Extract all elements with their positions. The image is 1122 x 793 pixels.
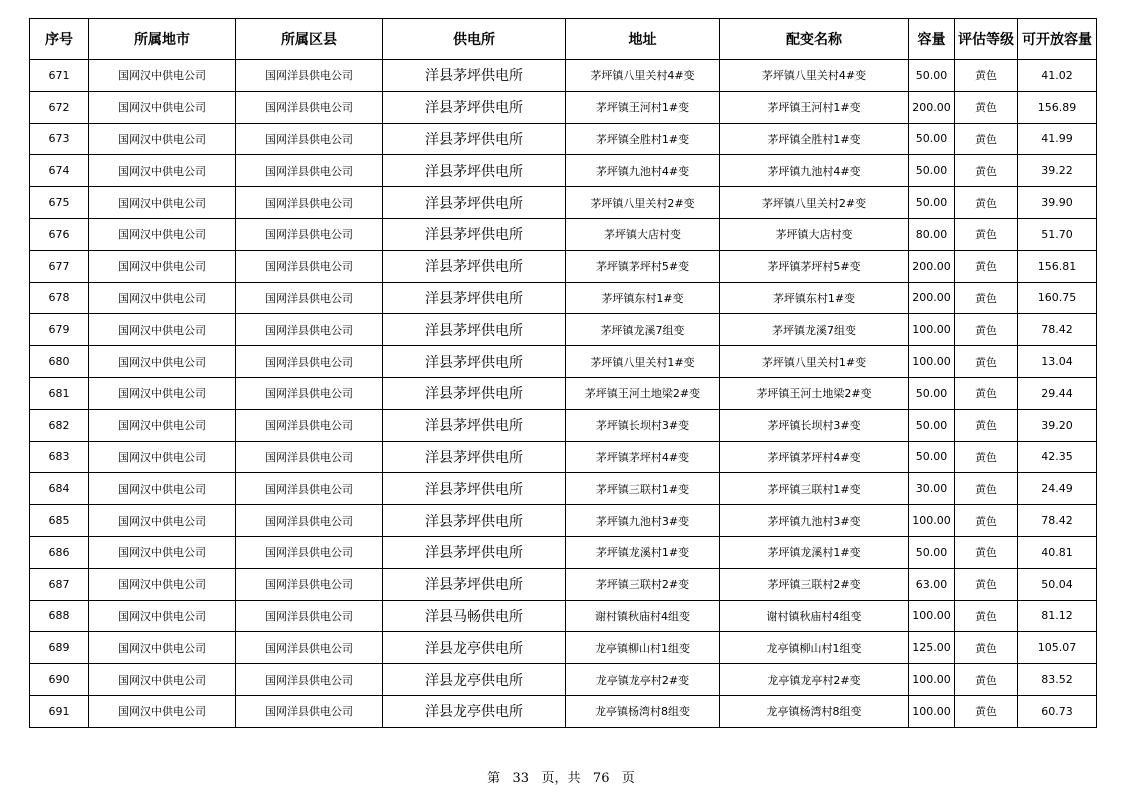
cell-address: 茅坪镇九池村4#变 [566, 155, 720, 187]
cell-county: 国网洋县供电公司 [236, 91, 383, 123]
cell-city: 国网汉中供电公司 [89, 536, 236, 568]
cell-city: 国网汉中供电公司 [89, 250, 236, 282]
cell-city: 国网汉中供电公司 [89, 282, 236, 314]
cell-city: 国网汉中供电公司 [89, 155, 236, 187]
cell-city: 国网汉中供电公司 [89, 346, 236, 378]
cell-address: 茅坪镇龙溪7组变 [566, 314, 720, 346]
cell-open-capacity: 41.99 [1018, 123, 1097, 155]
cell-capacity: 80.00 [909, 218, 955, 250]
cell-county: 国网洋县供电公司 [236, 441, 383, 473]
cell-city: 国网汉中供电公司 [89, 568, 236, 600]
cell-rating: 黄色 [955, 600, 1018, 632]
cell-open-capacity: 50.04 [1018, 568, 1097, 600]
cell-station: 洋县茅坪供电所 [383, 60, 566, 92]
header-station: 供电所 [383, 19, 566, 60]
cell-capacity: 100.00 [909, 600, 955, 632]
cell-rating: 黄色 [955, 60, 1018, 92]
cell-station: 洋县龙亭供电所 [383, 695, 566, 727]
cell-transformer-name: 茅坪镇九池村4#变 [720, 155, 909, 187]
cell-open-capacity: 83.52 [1018, 664, 1097, 696]
cell-address: 谢村镇秋庙村4组变 [566, 600, 720, 632]
cell-address: 茅坪镇三联村2#变 [566, 568, 720, 600]
footer-suffix: 页 [621, 771, 635, 786]
footer-middle: 页，共 [541, 771, 581, 786]
cell-open-capacity: 156.89 [1018, 91, 1097, 123]
cell-county: 国网洋县供电公司 [236, 123, 383, 155]
cell-rating: 黄色 [955, 187, 1018, 219]
cell-county: 国网洋县供电公司 [236, 282, 383, 314]
cell-seq: 676 [30, 218, 89, 250]
cell-open-capacity: 156.81 [1018, 250, 1097, 282]
cell-seq: 687 [30, 568, 89, 600]
cell-station: 洋县茅坪供电所 [383, 536, 566, 568]
cell-transformer-name: 茅坪镇东村1#变 [720, 282, 909, 314]
cell-county: 国网洋县供电公司 [236, 377, 383, 409]
cell-transformer-name: 龙亭镇柳山村1组变 [720, 632, 909, 664]
cell-seq: 691 [30, 695, 89, 727]
cell-transformer-name: 茅坪镇三联村2#变 [720, 568, 909, 600]
cell-county: 国网洋县供电公司 [236, 409, 383, 441]
cell-capacity: 50.00 [909, 377, 955, 409]
cell-city: 国网汉中供电公司 [89, 187, 236, 219]
cell-address: 茅坪镇九池村3#变 [566, 505, 720, 537]
cell-seq: 688 [30, 600, 89, 632]
cell-address: 茅坪镇东村1#变 [566, 282, 720, 314]
cell-rating: 黄色 [955, 346, 1018, 378]
cell-rating: 黄色 [955, 568, 1018, 600]
cell-county: 国网洋县供电公司 [236, 314, 383, 346]
cell-county: 国网洋县供电公司 [236, 568, 383, 600]
cell-seq: 677 [30, 250, 89, 282]
cell-transformer-name: 茅坪镇王河村1#变 [720, 91, 909, 123]
cell-county: 国网洋县供电公司 [236, 218, 383, 250]
header-seq: 序号 [30, 19, 89, 60]
cell-station: 洋县茅坪供电所 [383, 314, 566, 346]
footer-prefix: 第 [487, 771, 501, 786]
cell-open-capacity: 78.42 [1018, 505, 1097, 537]
table-row [30, 155, 1097, 187]
cell-capacity: 30.00 [909, 473, 955, 505]
cell-seq: 673 [30, 123, 89, 155]
header-transformer-name: 配变名称 [720, 19, 909, 60]
cell-station: 洋县茅坪供电所 [383, 568, 566, 600]
table-row [30, 695, 1097, 727]
cell-transformer-name: 茅坪镇全胜村1#变 [720, 123, 909, 155]
cell-address: 龙亭镇杨湾村8组变 [566, 695, 720, 727]
table-row [30, 473, 1097, 505]
header-address: 地址 [566, 19, 720, 60]
cell-transformer-name: 茅坪镇龙溪村1#变 [720, 536, 909, 568]
cell-rating: 黄色 [955, 473, 1018, 505]
cell-open-capacity: 24.49 [1018, 473, 1097, 505]
cell-county: 国网洋县供电公司 [236, 60, 383, 92]
cell-rating: 黄色 [955, 123, 1018, 155]
cell-rating: 黄色 [955, 409, 1018, 441]
cell-county: 国网洋县供电公司 [236, 473, 383, 505]
cell-station: 洋县茅坪供电所 [383, 123, 566, 155]
cell-capacity: 100.00 [909, 695, 955, 727]
header-county: 所属区县 [236, 19, 383, 60]
cell-address: 茅坪镇茅坪村4#变 [566, 441, 720, 473]
cell-address: 茅坪镇王河村1#变 [566, 91, 720, 123]
table-row [30, 60, 1097, 92]
header-open-capacity: 可开放容量 [1018, 19, 1097, 60]
cell-capacity: 50.00 [909, 155, 955, 187]
table-row [30, 600, 1097, 632]
cell-city: 国网汉中供电公司 [89, 60, 236, 92]
cell-capacity: 200.00 [909, 250, 955, 282]
cell-open-capacity: 41.02 [1018, 60, 1097, 92]
cell-county: 国网洋县供电公司 [236, 536, 383, 568]
table-row [30, 91, 1097, 123]
cell-capacity: 63.00 [909, 568, 955, 600]
cell-city: 国网汉中供电公司 [89, 632, 236, 664]
cell-seq: 674 [30, 155, 89, 187]
cell-station: 洋县茅坪供电所 [383, 377, 566, 409]
header-city: 所属地市 [89, 19, 236, 60]
cell-county: 国网洋县供电公司 [236, 695, 383, 727]
cell-seq: 671 [30, 60, 89, 92]
table-row [30, 123, 1097, 155]
cell-city: 国网汉中供电公司 [89, 218, 236, 250]
cell-city: 国网汉中供电公司 [89, 664, 236, 696]
cell-capacity: 125.00 [909, 632, 955, 664]
cell-transformer-name: 茅坪镇大店村变 [720, 218, 909, 250]
cell-transformer-name: 茅坪镇长坝村3#变 [720, 409, 909, 441]
cell-rating: 黄色 [955, 155, 1018, 187]
cell-address: 茅坪镇八里关村1#变 [566, 346, 720, 378]
cell-seq: 678 [30, 282, 89, 314]
cell-capacity: 200.00 [909, 282, 955, 314]
cell-station: 洋县茅坪供电所 [383, 409, 566, 441]
cell-capacity: 50.00 [909, 409, 955, 441]
table-row [30, 377, 1097, 409]
cell-station: 洋县茅坪供电所 [383, 346, 566, 378]
cell-address: 茅坪镇王河土地梁2#变 [566, 377, 720, 409]
cell-city: 国网汉中供电公司 [89, 441, 236, 473]
cell-capacity: 50.00 [909, 60, 955, 92]
cell-open-capacity: 39.22 [1018, 155, 1097, 187]
cell-city: 国网汉中供电公司 [89, 600, 236, 632]
cell-transformer-name: 茅坪镇茅坪村5#变 [720, 250, 909, 282]
cell-county: 国网洋县供电公司 [236, 664, 383, 696]
cell-address: 茅坪镇八里关村4#变 [566, 60, 720, 92]
cell-station: 洋县龙亭供电所 [383, 632, 566, 664]
cell-transformer-name: 茅坪镇八里关村1#变 [720, 346, 909, 378]
cell-transformer-name: 谢村镇秋庙村4组变 [720, 600, 909, 632]
cell-transformer-name: 茅坪镇八里关村2#变 [720, 187, 909, 219]
cell-capacity: 100.00 [909, 664, 955, 696]
cell-county: 国网洋县供电公司 [236, 600, 383, 632]
table-row [30, 314, 1097, 346]
cell-capacity: 50.00 [909, 441, 955, 473]
cell-county: 国网洋县供电公司 [236, 632, 383, 664]
cell-transformer-name: 茅坪镇九池村3#变 [720, 505, 909, 537]
cell-open-capacity: 40.81 [1018, 536, 1097, 568]
cell-city: 国网汉中供电公司 [89, 314, 236, 346]
footer-current-page: 33 [512, 771, 530, 786]
cell-address: 茅坪镇八里关村2#变 [566, 187, 720, 219]
footer-total-pages: 76 [592, 771, 610, 786]
cell-city: 国网汉中供电公司 [89, 505, 236, 537]
cell-city: 国网汉中供电公司 [89, 409, 236, 441]
cell-station: 洋县马畅供电所 [383, 600, 566, 632]
cell-station: 洋县茅坪供电所 [383, 282, 566, 314]
cell-rating: 黄色 [955, 441, 1018, 473]
cell-station: 洋县茅坪供电所 [383, 441, 566, 473]
cell-open-capacity: 39.20 [1018, 409, 1097, 441]
cell-transformer-name: 茅坪镇王河土地梁2#变 [720, 377, 909, 409]
cell-rating: 黄色 [955, 695, 1018, 727]
cell-rating: 黄色 [955, 664, 1018, 696]
cell-open-capacity: 78.42 [1018, 314, 1097, 346]
table-row [30, 187, 1097, 219]
table-row [30, 441, 1097, 473]
header-rating: 评估等级 [955, 19, 1018, 60]
header-capacity: 容量 [909, 19, 955, 60]
page-footer [0, 767, 1122, 786]
cell-station: 洋县茅坪供电所 [383, 250, 566, 282]
table-body [30, 60, 1097, 728]
cell-rating: 黄色 [955, 536, 1018, 568]
cell-capacity: 50.00 [909, 123, 955, 155]
cell-open-capacity: 13.04 [1018, 346, 1097, 378]
cell-capacity: 50.00 [909, 187, 955, 219]
table-header-row [30, 19, 1097, 60]
table-row [30, 250, 1097, 282]
cell-seq: 690 [30, 664, 89, 696]
cell-address: 茅坪镇三联村1#变 [566, 473, 720, 505]
cell-open-capacity: 105.07 [1018, 632, 1097, 664]
cell-address: 茅坪镇龙溪村1#变 [566, 536, 720, 568]
cell-seq: 679 [30, 314, 89, 346]
cell-address: 茅坪镇大店村变 [566, 218, 720, 250]
cell-county: 国网洋县供电公司 [236, 155, 383, 187]
capacity-table [29, 18, 1097, 728]
cell-county: 国网洋县供电公司 [236, 346, 383, 378]
cell-station: 洋县龙亭供电所 [383, 664, 566, 696]
cell-open-capacity: 160.75 [1018, 282, 1097, 314]
cell-seq: 685 [30, 505, 89, 537]
cell-transformer-name: 茅坪镇八里关村4#变 [720, 60, 909, 92]
cell-transformer-name: 茅坪镇龙溪7组变 [720, 314, 909, 346]
table-row [30, 536, 1097, 568]
cell-rating: 黄色 [955, 218, 1018, 250]
table-row [30, 505, 1097, 537]
cell-transformer-name: 龙亭镇龙亭村2#变 [720, 664, 909, 696]
cell-seq: 682 [30, 409, 89, 441]
cell-county: 国网洋县供电公司 [236, 187, 383, 219]
cell-open-capacity: 42.35 [1018, 441, 1097, 473]
table-row [30, 282, 1097, 314]
cell-rating: 黄色 [955, 505, 1018, 537]
cell-station: 洋县茅坪供电所 [383, 473, 566, 505]
cell-seq: 672 [30, 91, 89, 123]
cell-address: 茅坪镇茅坪村5#变 [566, 250, 720, 282]
cell-capacity: 100.00 [909, 314, 955, 346]
cell-county: 国网洋县供电公司 [236, 505, 383, 537]
cell-address: 龙亭镇柳山村1组变 [566, 632, 720, 664]
cell-rating: 黄色 [955, 314, 1018, 346]
cell-city: 国网汉中供电公司 [89, 91, 236, 123]
cell-seq: 684 [30, 473, 89, 505]
cell-capacity: 200.00 [909, 91, 955, 123]
cell-seq: 680 [30, 346, 89, 378]
cell-seq: 689 [30, 632, 89, 664]
table-row [30, 568, 1097, 600]
cell-transformer-name: 龙亭镇杨湾村8组变 [720, 695, 909, 727]
table-row [30, 218, 1097, 250]
cell-open-capacity: 81.12 [1018, 600, 1097, 632]
cell-city: 国网汉中供电公司 [89, 695, 236, 727]
cell-city: 国网汉中供电公司 [89, 123, 236, 155]
cell-transformer-name: 茅坪镇茅坪村4#变 [720, 441, 909, 473]
cell-open-capacity: 51.70 [1018, 218, 1097, 250]
cell-station: 洋县茅坪供电所 [383, 218, 566, 250]
cell-seq: 675 [30, 187, 89, 219]
table-row [30, 409, 1097, 441]
cell-station: 洋县茅坪供电所 [383, 155, 566, 187]
cell-address: 茅坪镇全胜村1#变 [566, 123, 720, 155]
cell-rating: 黄色 [955, 91, 1018, 123]
cell-open-capacity: 29.44 [1018, 377, 1097, 409]
cell-rating: 黄色 [955, 632, 1018, 664]
cell-city: 国网汉中供电公司 [89, 377, 236, 409]
cell-county: 国网洋县供电公司 [236, 250, 383, 282]
table-row [30, 664, 1097, 696]
table-row [30, 632, 1097, 664]
cell-open-capacity: 39.90 [1018, 187, 1097, 219]
cell-seq: 686 [30, 536, 89, 568]
cell-open-capacity: 60.73 [1018, 695, 1097, 727]
cell-transformer-name: 茅坪镇三联村1#变 [720, 473, 909, 505]
cell-station: 洋县茅坪供电所 [383, 187, 566, 219]
cell-address: 龙亭镇龙亭村2#变 [566, 664, 720, 696]
cell-station: 洋县茅坪供电所 [383, 91, 566, 123]
cell-capacity: 100.00 [909, 505, 955, 537]
cell-seq: 681 [30, 377, 89, 409]
cell-rating: 黄色 [955, 250, 1018, 282]
cell-rating: 黄色 [955, 377, 1018, 409]
cell-seq: 683 [30, 441, 89, 473]
cell-rating: 黄色 [955, 282, 1018, 314]
cell-address: 茅坪镇长坝村3#变 [566, 409, 720, 441]
cell-city: 国网汉中供电公司 [89, 473, 236, 505]
cell-capacity: 100.00 [909, 346, 955, 378]
table-row [30, 346, 1097, 378]
cell-station: 洋县茅坪供电所 [383, 505, 566, 537]
cell-capacity: 50.00 [909, 536, 955, 568]
